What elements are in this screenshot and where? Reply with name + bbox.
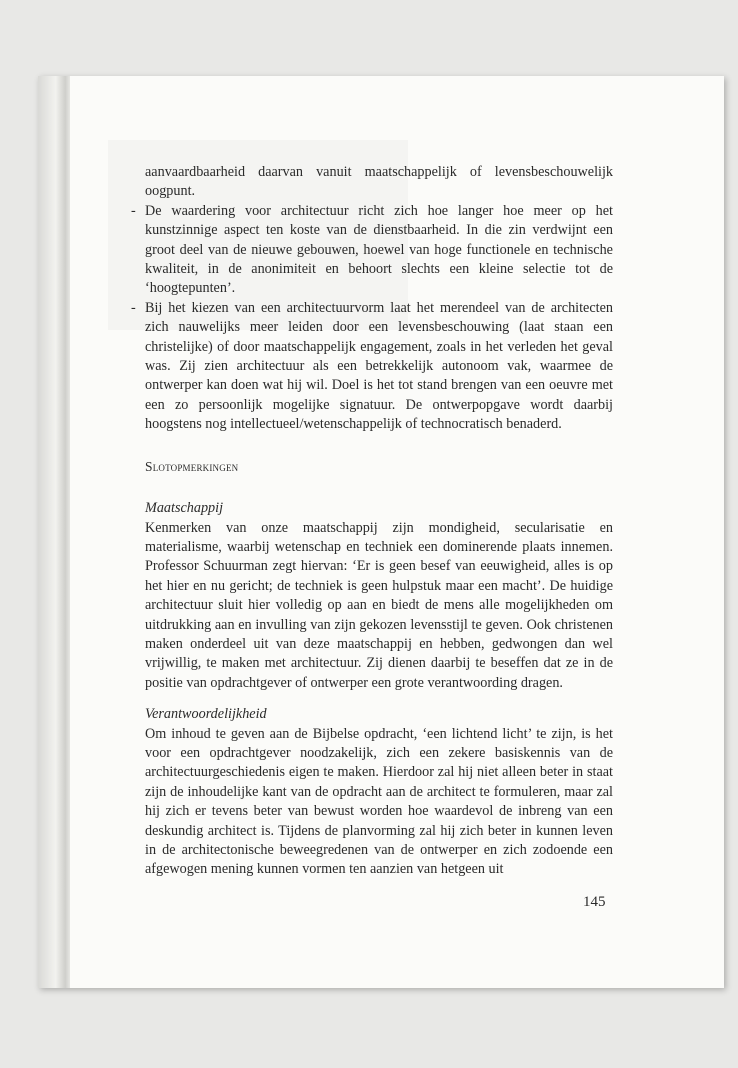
paragraph-verantwoordelijkheid: Om inhoud te geven aan de Bijbelse opdracht, ‘een lichtend licht’ te zijn, is het voor een opdrachtgever noodzakelijk, zich een zekere basiskennis van de architectuurgeschiedenis eigen te maken. Hierdoor zal hij niet alleen beter in staat zijn de inhoudelijke kant van de opdracht aan de architect te formuleren, maar zal hij zich er tevens beter van bewust worden hoe waardevol de inbreng van een deskundig architect is. Tijdens de planvorming zal hij zich beter in kunnen leven in de architectonische beweegredenen van de ontwerper en zich zodoende een afgewogen mening kunnen vormen ten aanzien van hetgeen uit bbox=[145, 725, 613, 878]
bullet-dash: - bbox=[131, 299, 136, 316]
bullet-item bbox=[131, 299, 613, 435]
page-content bbox=[131, 163, 613, 880]
bullet-text: Bij het kiezen van een architectuurvorm laat het merendeel van de architecten zich nauwelijks meer leiden door een levensbeschouwing (laat staan een christelijke) of door maatschappelijk engagement, zoals in het verleden het geval was. Zij zien architectuur als een betrekkelijk autonoom vak, waarmee de ontwerper kan doen wat hij wil. Doel is het tot stand brengen van een oeuvre met een zo persoonlijk mogelijke signatuur. De ontwerpopgave wordt daarbij hoogstens nog intellectueel/wetenschappelijk of technocratisch benaderd. bbox=[145, 299, 613, 433]
paragraph-gap bbox=[145, 693, 613, 705]
subheading-maatschappij: Maatschappij bbox=[145, 500, 224, 517]
bullet-text: De waardering voor architectuur richt zich hoe langer hoe meer op het kunstzinnige aspect ten koste van de dienstbaarheid. In die zin verdwijnt een groot deel van de nieuwe gebouwen, hoewel van hoge functionele en technische kwaliteit, in de anonimiteit en behoort slechts een kleine selectie tot de ‘hoogtepunten’. bbox=[145, 202, 613, 297]
page-number: 145 bbox=[583, 894, 606, 910]
section-heading: Slotopmerkingen bbox=[145, 458, 239, 474]
page-binding bbox=[38, 76, 70, 988]
continued-paragraph: aanvaardbaarheid daarvan vanuit maatschappelijk of levensbeschouwelijk oogpunt. bbox=[145, 164, 613, 200]
paragraph-maatschappij: Kenmerken van onze maatschappij zijn mondigheid, secularisatie en materialisme, waarbij wetenschap en techniek een dominerende plaats innemen. Professor Schuurman zegt hiervan: ‘Er is geen besef van eeuwigheid, alles is op het hier en nu gericht; de techniek is geen hulpstuk maar een macht’. De huidige architectuur sluit hier volledig op aan en biedt de mens alle mogelijkheden om uitdrukking aan en invulling van zijn gekozen levensstijl te geven. Ook christenen maken onderdeel uit van deze maatschappij en hebben, gedwongen dan wel vrijwillig, te maken met architectuur. Zij dienen daarbij te beseffen dat ze in de positie van opdrachtgever of ontwerper een grote verantwoording dragen. bbox=[145, 519, 613, 691]
subheading-verantwoordelijkheid: Verantwoordelijkheid bbox=[145, 706, 267, 723]
bullet-dash: - bbox=[131, 202, 136, 219]
bullet-item bbox=[131, 202, 613, 299]
